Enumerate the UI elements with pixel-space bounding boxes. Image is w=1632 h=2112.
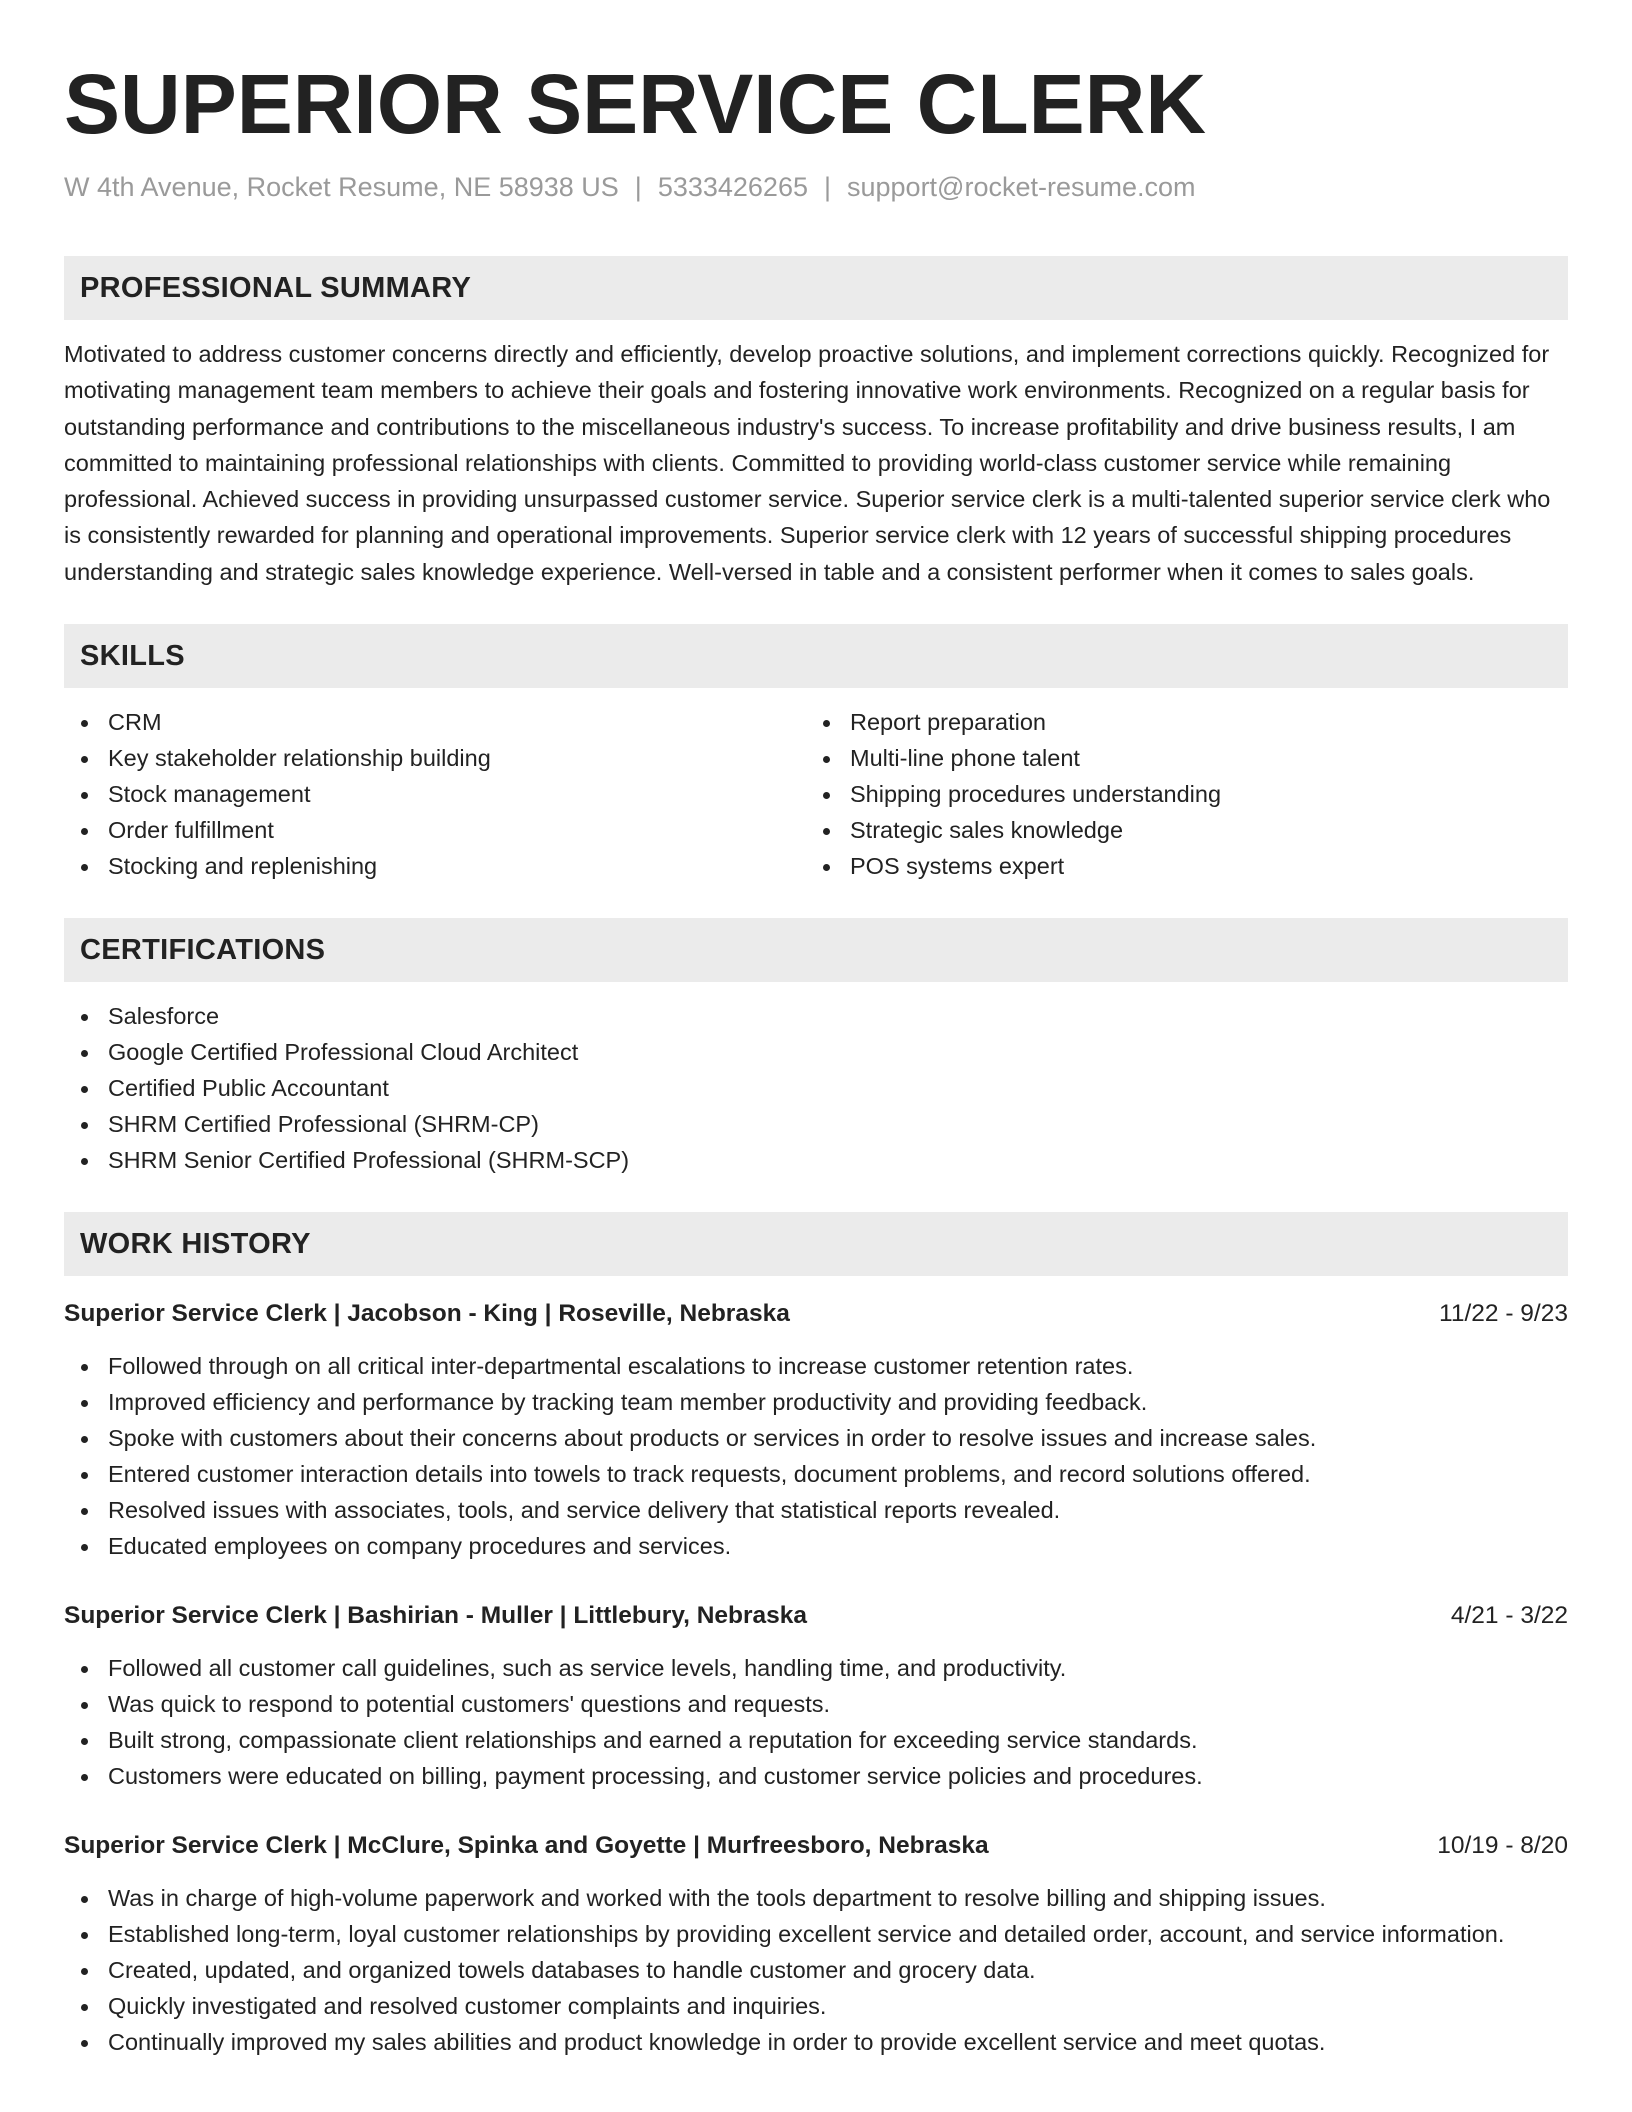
contact-line xyxy=(64,170,1568,204)
job-bullets xyxy=(64,1348,1568,1564)
job-header xyxy=(64,1296,1568,1332)
skill-item: POS systems expert xyxy=(806,848,1548,884)
skill-item: Key stakeholder relationship building xyxy=(64,740,806,776)
summary-section-header: PROFESSIONAL SUMMARY xyxy=(64,256,1568,320)
certifications-section-header: CERTIFICATIONS xyxy=(64,918,1568,982)
job-entry xyxy=(64,1598,1568,1794)
job-dates: 10/19 - 8/20 xyxy=(1437,1832,1568,1860)
skill-item: Multi-line phone talent xyxy=(806,740,1548,776)
certification-item: SHRM Certified Professional (SHRM-CP) xyxy=(64,1106,1568,1142)
job-bullet: Entered customer interaction details into towels to track requests, document problems, and record solutions offered. xyxy=(64,1456,1568,1492)
certification-item: Certified Public Accountant xyxy=(64,1070,1568,1106)
skills-column-left xyxy=(64,704,806,884)
skill-item: Strategic sales knowledge xyxy=(806,812,1548,848)
contact-address: W 4th Avenue, Rocket Resume, NE 58938 US xyxy=(64,172,619,202)
skill-item: Stock management xyxy=(64,776,806,812)
skills-section-header: SKILLS xyxy=(64,624,1568,688)
summary-text: Motivated to address customer concerns directly and efficiently, develop proactive solutions, and implement corrections quickly. Recognized for motivating management team members to achieve their goals and fostering innovative work environments. Recognized on a regular basis for outstanding performance and contributions to the miscellaneous industry's success. To increase profitability and drive business results, I am committed to maintaining professional relationships with clients. Committed to providing world-class customer service while remaining professional. Achieved success in providing unsurpassed customer service. Superior service clerk is a multi-talented superior service clerk who is consistently rewarded for planning and operational improvements. Superior service clerk with 12 years of successful shipping procedures understanding and strategic sales knowledge experience. Well-versed in table and a consistent performer when it comes to sales goals. xyxy=(64,341,1551,585)
job-bullet: Continually improved my sales abilities and product knowledge in order to provide excellent service and meet quotas. xyxy=(64,2024,1568,2060)
resume-name: SUPERIOR SERVICE CLERK xyxy=(64,57,1206,151)
job-bullet: Followed all customer call guidelines, such as service levels, handling time, and productivity. xyxy=(64,1650,1568,1686)
job-heading: Superior Service Clerk | Jacobson - King | Roseville, Nebraska xyxy=(64,1300,790,1328)
job-bullet: Quickly investigated and resolved customer complaints and inquiries. xyxy=(64,1988,1568,2024)
job-entry xyxy=(64,1296,1568,1564)
job-bullet: Built strong, compassionate client relationships and earned a reputation for exceeding service standards. xyxy=(64,1722,1568,1758)
job-dates: 11/22 - 9/23 xyxy=(1439,1300,1568,1328)
job-bullet: Was quick to respond to potential customers' questions and requests. xyxy=(64,1686,1568,1722)
job-bullet: Educated employees on company procedures and services. xyxy=(64,1528,1568,1564)
certification-item: SHRM Senior Certified Professional (SHRM-SCP) xyxy=(64,1142,1568,1178)
job-bullet: Created, updated, and organized towels databases to handle customer and grocery data. xyxy=(64,1952,1568,1988)
skill-item: Shipping procedures understanding xyxy=(806,776,1548,812)
certifications-list xyxy=(64,998,1568,1178)
job-bullet: Followed through on all critical inter-departmental escalations to increase customer retention rates. xyxy=(64,1348,1568,1384)
skill-item: CRM xyxy=(64,704,806,740)
job-bullet: Established long-term, loyal customer relationships by providing excellent service and detailed order, account, and service information. xyxy=(64,1916,1568,1952)
contact-separator: | xyxy=(634,172,642,202)
skill-item: Stocking and replenishing xyxy=(64,848,806,884)
job-header xyxy=(64,1598,1568,1634)
job-heading: Superior Service Clerk | McClure, Spinka and Goyette | Murfreesboro, Nebraska xyxy=(64,1832,989,1860)
job-bullet: Customers were educated on billing, payment processing, and customer service policies and procedures. xyxy=(64,1758,1568,1794)
skills-list xyxy=(64,704,1568,884)
certification-item: Google Certified Professional Cloud Architect xyxy=(64,1034,1568,1070)
job-bullet: Resolved issues with associates, tools, and service delivery that statistical reports revealed. xyxy=(64,1492,1568,1528)
resume-page xyxy=(64,0,1568,2060)
job-entry xyxy=(64,1828,1568,2060)
certification-item: Salesforce xyxy=(64,998,1568,1034)
job-heading: Superior Service Clerk | Bashirian - Muller | Littlebury, Nebraska xyxy=(64,1602,808,1630)
skills-column-right xyxy=(806,704,1548,884)
job-header xyxy=(64,1828,1568,1864)
contact-phone: 5333426265 xyxy=(657,172,808,202)
job-dates: 4/21 - 3/22 xyxy=(1450,1602,1568,1630)
contact-email: support@rocket-resume.com xyxy=(847,172,1196,202)
job-bullets xyxy=(64,1880,1568,2060)
job-bullet: Was in charge of high-volume paperwork and worked with the tools department to resolve billing and shipping issues. xyxy=(64,1880,1568,1916)
skill-item: Order fulfillment xyxy=(64,812,806,848)
work-history-section-header: WORK HISTORY xyxy=(64,1212,1568,1276)
skill-item: Report preparation xyxy=(806,704,1548,740)
job-bullets xyxy=(64,1650,1568,1794)
job-bullet: Spoke with customers about their concerns about products or services in order to resolve issues and increase sales. xyxy=(64,1420,1568,1456)
contact-separator: | xyxy=(823,172,831,202)
job-bullet: Improved efficiency and performance by tracking team member productivity and providing feedback. xyxy=(64,1384,1568,1420)
